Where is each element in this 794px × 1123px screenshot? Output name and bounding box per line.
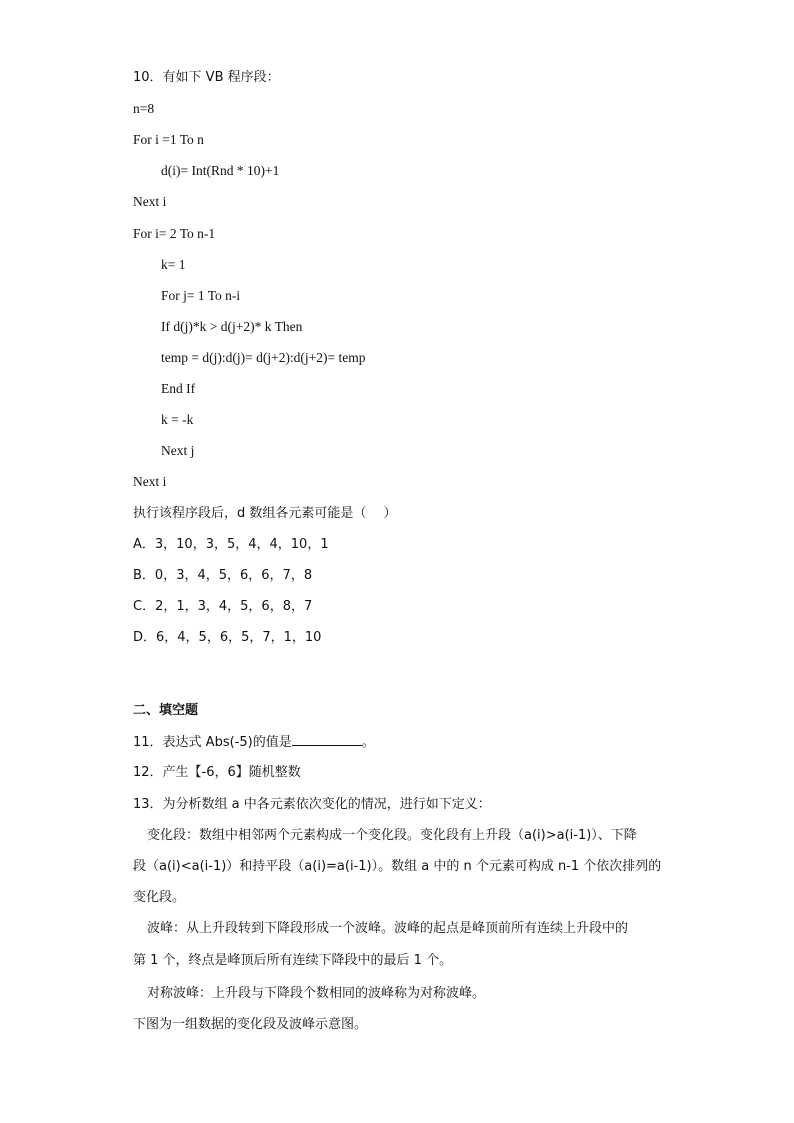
- code-line: If d(j)*k > d(j+2)* k Then: [161, 319, 303, 334]
- q10-question: 执行该程序段后，d 数组各元素可能是（ ）: [133, 506, 397, 521]
- code-line: d(i)= Int(Rnd * 10)+1: [161, 163, 280, 178]
- section-heading: 二、填空题: [133, 703, 199, 718]
- q10-title: 10．有如下 VB 程序段：: [133, 70, 280, 85]
- q13-intro: 13．为分析数组 a 中各元素依次变化的情况，进行如下定义：: [133, 797, 491, 812]
- figure-caption: 下图为一组数据的变化段及波峰示意图。: [133, 1017, 368, 1032]
- code-line: Next j: [161, 443, 195, 458]
- q12: 12．产生【-6，6】随机整数: [133, 765, 301, 780]
- code-line: temp = d(j):d(j)= d(j+2):d(j+2)= temp: [161, 350, 366, 365]
- code-line: For j= 1 To n-i: [161, 288, 241, 303]
- q11-text: 11．表达式 Abs(-5)的值是: [133, 735, 292, 750]
- code-line: k = -k: [161, 412, 194, 427]
- option-a: A．3，10，3，5，4，4，10，1: [133, 537, 329, 552]
- code-line: For i =1 To n: [133, 132, 204, 147]
- q11: [133, 733, 375, 752]
- option-c: C．2，1，3，4，5，6，8，7: [133, 599, 313, 614]
- q13-def1-line: 段（a(i)<a(i-1)）和持平段（a(i)=a(i-1)）。数组 a 中的 n 个元素可构成 n-1 个依次排列的: [133, 859, 662, 874]
- option-d: D．6，4，5，6，5，7，1，10: [133, 630, 322, 645]
- code-line: Next i: [133, 474, 167, 489]
- code-line: n=8: [133, 101, 155, 116]
- option-b: B．0，3，4，5，6，6，7，8: [133, 568, 313, 583]
- q13-def2-line: 第 1 个，终点是峰顶后所有连续下降段中的最后 1 个。: [133, 953, 453, 968]
- code-line: Next i: [133, 194, 167, 209]
- q13-def3-line: 对称波峰：上升段与下降段个数相同的波峰称为对称波峰。: [147, 986, 486, 1001]
- q13-def2-line: 波峰：从上升段转到下降段形成一个波峰。波峰的起点是峰顶前所有连续上升段中的: [147, 921, 629, 936]
- code-line: End If: [161, 381, 196, 396]
- q13-def1-line: 变化段：数组中相邻两个元素构成一个变化段。变化段有上升段（a(i)>a(i-1)）、下降: [147, 828, 637, 843]
- q11-suffix: 。: [361, 735, 375, 750]
- answer-blank: [292, 733, 362, 746]
- q13-def1-line: 变化段。: [133, 890, 186, 905]
- code-line: For i= 2 To n-1: [133, 226, 216, 241]
- code-line: k= 1: [161, 257, 186, 272]
